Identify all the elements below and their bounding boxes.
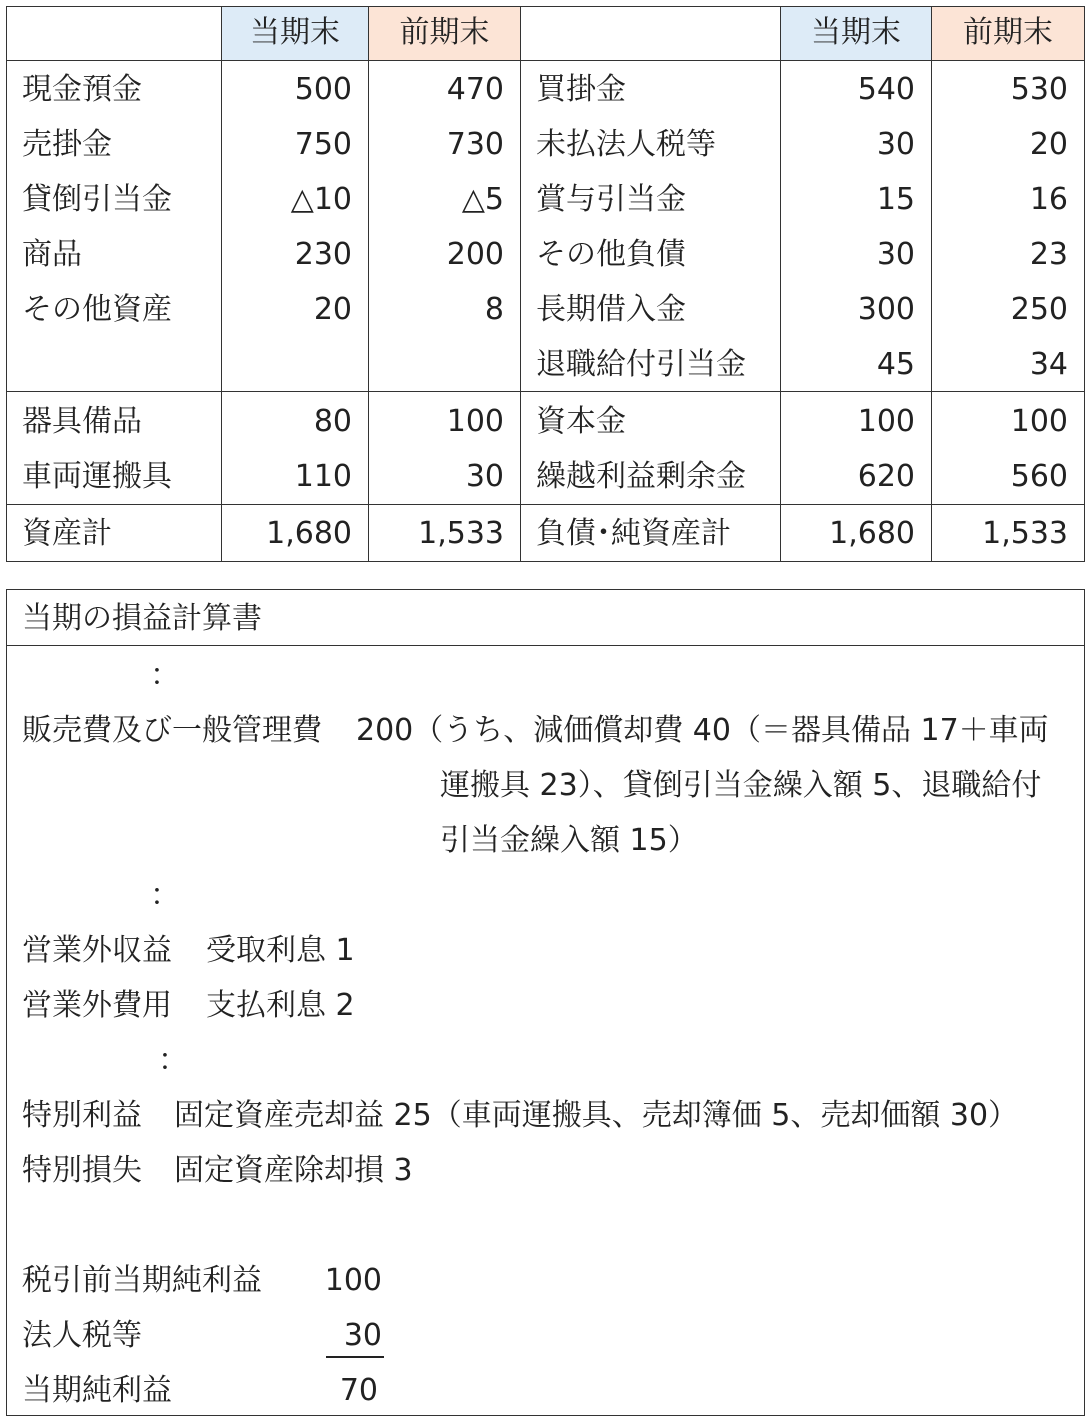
special-loss-label: 特別損失 (22, 1153, 142, 1188)
liability-current: 30 (876, 127, 915, 162)
fixed-asset-label: 車両運搬具 (22, 459, 172, 494)
pretax-label: 税引前当期純利益 (22, 1263, 262, 1298)
special-gain-value: 固定資産売却益 25（車両運搬具、売却簿価 5、売却価額 30） (174, 1098, 1019, 1133)
bs-vline-6 (1084, 6, 1085, 562)
liability-previous: 16 (1029, 182, 1068, 217)
bs-vline-0 (6, 6, 7, 562)
pl-title: 当期の損益計算書 (22, 601, 262, 636)
header-current-left: 当期末 (222, 6, 368, 60)
non-op-expense-label: 営業外費用 (22, 988, 172, 1023)
special-loss-value: 固定資産除却損 3 (174, 1153, 413, 1188)
liability-current: 540 (857, 72, 915, 107)
ellipsis-2: ： (150, 878, 180, 913)
asset-current: 500 (294, 72, 352, 107)
liability-previous: 23 (1029, 237, 1068, 272)
fixed-asset-current: 80 (313, 404, 352, 439)
liability-label: 買掛金 (536, 72, 626, 107)
sga-line-1: 200（うち、減価償却費 40（＝器具備品 17＋車両 (356, 713, 1049, 748)
equity-current: 620 (857, 459, 915, 494)
asset-label: 貸倒引当金 (22, 182, 172, 217)
liability-label: 未払法人税等 (536, 127, 716, 162)
liability-label: 退職給付引当金 (536, 347, 746, 382)
asset-previous: 200 (446, 237, 504, 272)
bs-line-header (6, 60, 1084, 61)
equity-previous: 560 (1010, 459, 1068, 494)
header-previous-left: 前期末 (369, 6, 520, 60)
liability-label: その他負債 (536, 237, 686, 272)
asset-current: 750 (294, 127, 352, 162)
equity-previous: 100 (1010, 404, 1068, 439)
liab-equity-total-previous: 1,533 (982, 516, 1068, 551)
fixed-asset-previous: 30 (465, 459, 504, 494)
asset-current: 230 (294, 237, 352, 272)
equity-label: 繰越利益剰余金 (536, 459, 746, 494)
special-gain-label: 特別利益 (22, 1098, 142, 1133)
bs-line-top (6, 6, 1084, 7)
header-previous-right: 前期末 (932, 6, 1084, 60)
ellipsis-1: ： (150, 658, 180, 693)
sga-line-3: 引当金繰入額 15） (440, 823, 698, 858)
pretax-value: 100 (324, 1263, 382, 1298)
non-op-income-label: 営業外収益 (22, 933, 172, 968)
asset-previous: 470 (446, 72, 504, 107)
fixed-asset-current: 110 (294, 459, 352, 494)
liability-previous: 34 (1029, 347, 1068, 382)
assets-total-label: 資産計 (22, 516, 112, 551)
liab-equity-total-current: 1,680 (829, 516, 915, 551)
ellipsis-3: ： (158, 1043, 188, 1078)
asset-previous: △5 (461, 182, 504, 217)
header-current-right: 当期末 (781, 6, 931, 60)
asset-label: 現金預金 (22, 72, 142, 107)
equity-current: 100 (857, 404, 915, 439)
bs-line-total (6, 504, 1084, 505)
assets-total-current: 1,680 (266, 516, 352, 551)
fixed-asset-previous: 100 (446, 404, 504, 439)
liability-previous: 530 (1010, 72, 1068, 107)
pl-vline-right (1084, 589, 1085, 1416)
bs-line-bottom (6, 561, 1084, 562)
tax-value: 30 (343, 1318, 382, 1353)
non-op-income-value: 受取利息 1 (206, 933, 355, 968)
asset-current: △10 (290, 182, 352, 217)
non-op-expense-value: 支払利息 2 (206, 988, 355, 1023)
equity-label: 資本金 (536, 404, 626, 439)
asset-label: その他資産 (22, 292, 172, 327)
liability-previous: 250 (1010, 292, 1068, 327)
pl-vline-left (6, 589, 7, 1416)
bs-vline-3 (520, 6, 521, 562)
net-income-label: 当期純利益 (22, 1373, 172, 1408)
liability-current: 15 (876, 182, 915, 217)
liability-label: 賞与引当金 (536, 182, 686, 217)
asset-previous: 8 (484, 292, 504, 327)
asset-label: 商品 (22, 237, 82, 272)
pl-line-top (6, 589, 1084, 590)
sga-label: 販売費及び一般管理費 (22, 713, 322, 748)
liab-equity-total-label: 負債･純資産計 (536, 516, 731, 551)
liability-current: 45 (876, 347, 915, 382)
sga-line-2: 運搬具 23）、貸倒引当金繰入額 5、退職給付 (440, 768, 1042, 803)
asset-label: 売掛金 (22, 127, 112, 162)
tax-label: 法人税等 (22, 1318, 142, 1353)
asset-current: 20 (313, 292, 352, 327)
liability-label: 長期借入金 (536, 292, 686, 327)
tax-underline (326, 1356, 384, 1358)
asset-previous: 730 (446, 127, 504, 162)
liability-previous: 20 (1029, 127, 1068, 162)
assets-total-previous: 1,533 (418, 516, 504, 551)
net-income-value: 70 (339, 1373, 378, 1408)
fixed-asset-label: 器具備品 (22, 404, 142, 439)
liability-current: 300 (857, 292, 915, 327)
liability-current: 30 (876, 237, 915, 272)
